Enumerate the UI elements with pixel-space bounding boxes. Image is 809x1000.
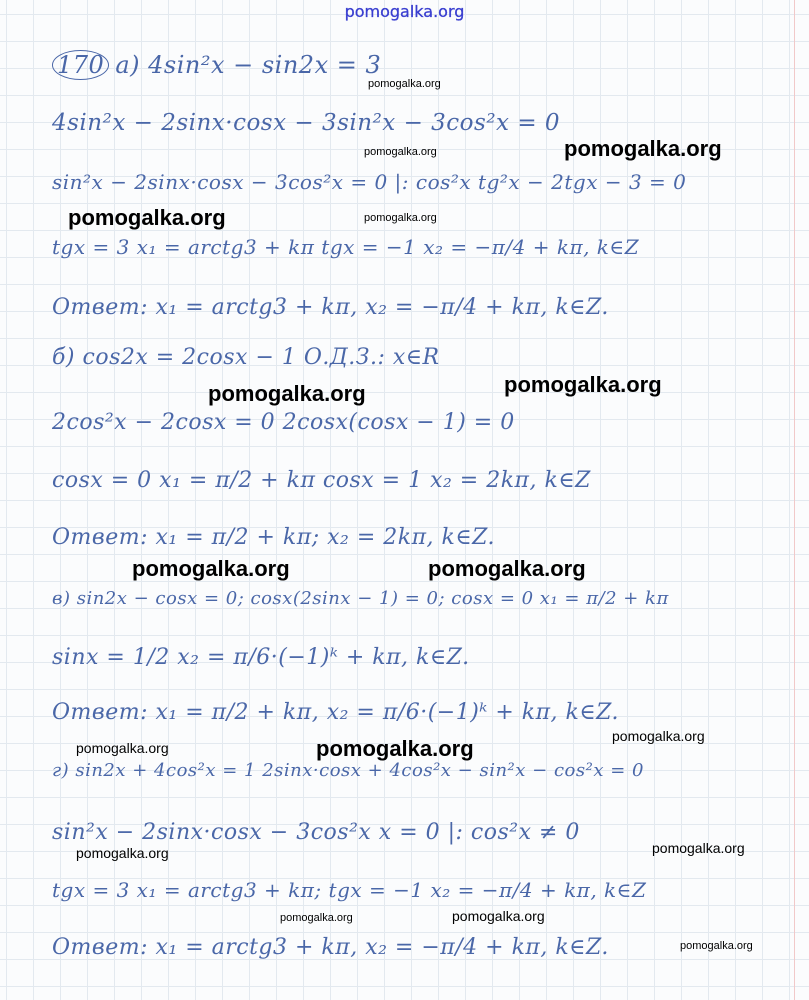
line-4: tgx = 3 x₁ = arctg3 + kπ tgx = −1 x₂ = −π/4 + kπ, k∈Z <box>52 235 640 259</box>
watermark: pomogalka.org <box>564 136 722 161</box>
line-3: sin²x − 2sinx·cosx − 3cos²x = 0 |: cos²x tg²x − 2tgx − 3 = 0 <box>52 170 687 194</box>
watermark: pomogalka.org <box>652 840 745 856</box>
watermark: pomogalka.org <box>452 908 545 924</box>
line-10: в) sin2x − cosx = 0; cosx(2sinx − 1) = 0; cosx = 0 x₁ = π/2 + kπ <box>52 588 669 609</box>
watermark: pomogalka.org <box>428 556 586 581</box>
watermark: pomogalka.org <box>132 556 290 581</box>
line-14: sin²x − 2sinx·cosx − 3cos²x x = 0 |: cos²x ≠ 0 <box>52 820 580 845</box>
problem-number: 170 <box>52 50 109 80</box>
line-1-text: а) 4sin²x − sin2x = 3 <box>115 51 382 79</box>
line-7: 2cos²x − 2cosx = 0 2cosx(cosx − 1) = 0 <box>52 410 515 435</box>
watermark: pomogalka.org <box>612 728 705 744</box>
line-15: tgx = 3 x₁ = arctg3 + kπ; tgx = −1 x₂ = −π/4 + kπ, k∈Z <box>52 878 647 902</box>
line-6: б) cos2x = 2cosx − 1 О.Д.З.: x∈R <box>52 345 440 370</box>
watermark: pomogalka.org <box>316 736 474 761</box>
margin-line <box>794 0 795 1000</box>
watermark: pomogalka.org <box>68 205 226 230</box>
watermark: pomogalka.org <box>368 78 441 90</box>
watermark: pomogalka.org <box>208 381 366 406</box>
line-5: Ответ: x₁ = arctg3 + kπ, x₂ = −π/4 + kπ, k∈Z. <box>52 295 609 320</box>
line-11: sinx = 1/2 x₂ = π/6·(−1)ᵏ + kπ, k∈Z. <box>52 645 470 670</box>
watermark: pomogalka.org <box>364 212 437 224</box>
line-2: 4sin²x − 2sinx·cosx − 3sin²x − 3cos²x = 0 <box>52 110 561 136</box>
watermark: pomogalka.org <box>680 940 753 952</box>
line-8: cosx = 0 x₁ = π/2 + kπ cosx = 1 x₂ = 2kπ, k∈Z <box>52 468 591 493</box>
watermark: pomogalka.org <box>76 845 169 861</box>
line-9: Ответ: x₁ = π/2 + kπ; x₂ = 2kπ, k∈Z. <box>52 525 496 550</box>
line-12: Ответ: x₁ = π/2 + kπ, x₂ = π/6·(−1)ᵏ + kπ, k∈Z. <box>52 700 620 725</box>
watermark: pomogalka.org <box>504 372 662 397</box>
line-16: Ответ: x₁ = arctg3 + kπ, x₂ = −π/4 + kπ, k∈Z. <box>52 935 609 960</box>
line-1 <box>52 50 381 80</box>
site-header[interactable]: pomogalka.org <box>344 2 465 21</box>
watermark: pomogalka.org <box>364 146 437 158</box>
watermark: pomogalka.org <box>76 740 169 756</box>
line-13: г) sin2x + 4cos²x = 1 2sinx·cosx + 4cos²x − sin²x − cos²x = 0 <box>52 760 644 781</box>
watermark: pomogalka.org <box>280 912 353 924</box>
